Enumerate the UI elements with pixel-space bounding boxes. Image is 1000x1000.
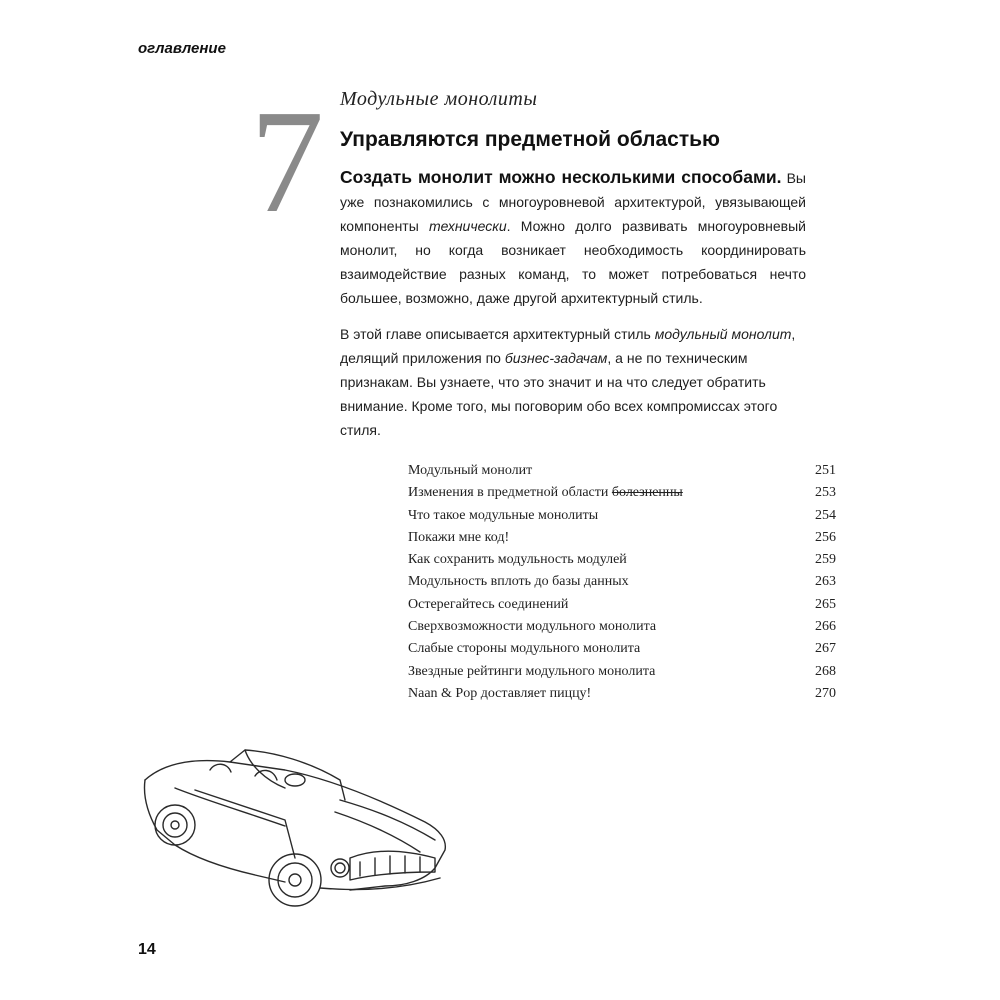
page-number: 14 (138, 941, 156, 958)
desc-text-2: , делящий приложения по (340, 326, 796, 366)
desc-emphasis-2: бизнес-задачам (504, 350, 608, 366)
toc-item[interactable] (408, 638, 836, 660)
intro-text-1: Вы уже познакомились с многоуровневой архитектурой, увязывающей компоненты (340, 170, 806, 234)
toc-item[interactable] (408, 482, 836, 504)
chapter-title: Управляются предметной областью (340, 128, 720, 151)
toc-page: 253 (815, 485, 836, 501)
toc-page: 259 (815, 552, 836, 568)
toc-title: Изменения в предметной области болезненны (408, 485, 683, 501)
running-header: оглавление (138, 40, 226, 57)
desc-text-1: В этой главе описывается архитектурный стиль (340, 326, 655, 342)
toc-title: Сверхвозможности модульного монолита (408, 619, 657, 635)
toc-page: 270 (815, 685, 836, 701)
toc-item[interactable] (408, 505, 836, 527)
toc-title: Остерегайтесь соединений (408, 596, 569, 612)
intro-lead: Создать монолит можно несколькими способами. (340, 167, 782, 187)
chapter-number: 7 (250, 80, 324, 244)
intro-paragraph (340, 165, 806, 310)
desc-text-3: , а не по техническим признакам. Вы узнаете, что это значит и на что следует обратить внимание. Кроме того, мы поговорим обо всех компромиссах этого стиля. (340, 350, 778, 438)
toc-item[interactable] (408, 527, 836, 549)
toc-title: Как сохранить модульность модулей (408, 552, 627, 568)
intro-emphasis: технически (429, 218, 507, 234)
toc-item[interactable] (408, 460, 836, 482)
toc-title: Что такое модульные монолиты (408, 507, 599, 523)
toc-page: 267 (815, 641, 836, 657)
table-of-contents (408, 460, 836, 705)
toc-item[interactable] (408, 683, 836, 705)
toc-title: Слабые стороны модульного монолита (408, 641, 641, 657)
toc-title: Модульный монолит (408, 463, 533, 478)
chapter-kicker: Модульные монолиты (340, 88, 538, 110)
toc-page: 266 (815, 619, 836, 635)
toc-item[interactable] (408, 616, 836, 638)
toc-item[interactable] (408, 661, 836, 683)
toc-page: 268 (815, 663, 836, 679)
toc-title: Модульность вплоть до базы данных (408, 574, 629, 590)
intro-text-2: . Можно долго развивать многоуровневый монолит, но когда возникает необходимость координировать взаимодействие разных команд, то может потребоваться нечто большее, возможно, даже другой архитектурный стиль. (340, 218, 806, 306)
desc-emphasis-1: модульный монолит (654, 326, 792, 342)
toc-title: Naan & Pop доставляет пиццу! (408, 685, 592, 701)
toc-item[interactable] (408, 571, 836, 593)
toc-item[interactable] (408, 594, 836, 616)
toc-page: 256 (815, 529, 836, 545)
toc-page: 263 (815, 574, 836, 590)
toc-title: Звездные рейтинги модульного монолита (408, 663, 656, 679)
convertible-car-icon (135, 740, 455, 915)
toc-item[interactable] (408, 549, 836, 571)
description-paragraph (340, 322, 810, 442)
toc-page: 265 (815, 596, 836, 612)
strikethrough-word: болезненны (611, 485, 683, 501)
toc-page: 254 (815, 507, 836, 523)
toc-page: 251 (815, 463, 836, 478)
toc-title: Покажи мне код! (408, 529, 510, 545)
